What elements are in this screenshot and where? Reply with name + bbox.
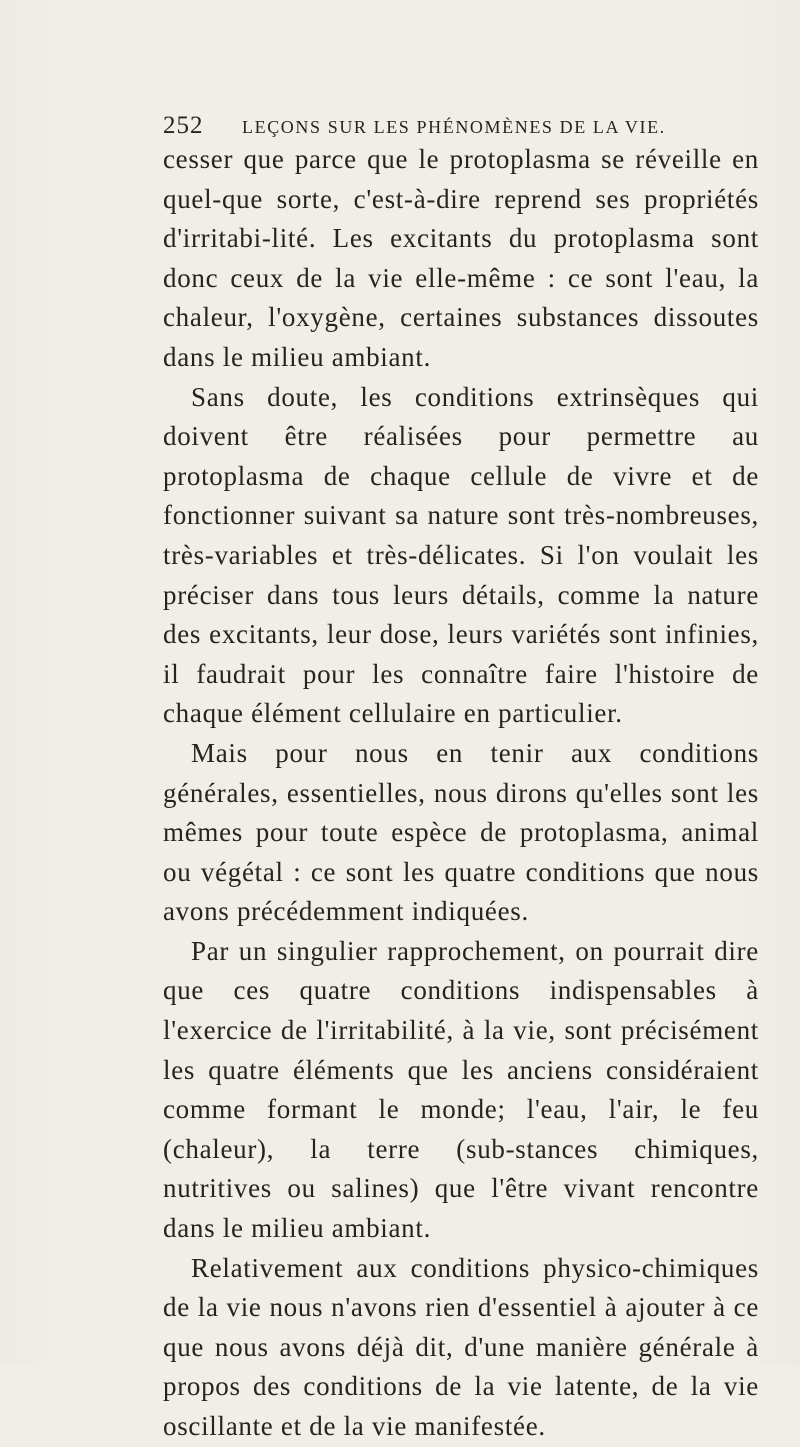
- paragraph-physico-chimiques: Relativement aux conditions physico-chimiques de la vie nous n'avons rien d'essentiel à ajouter à ce que nous avons déjà dit, d'une manière générale à propos des conditions de la vie latente, de la vie oscillante et de la vie manifestée.: [163, 1252, 759, 1441]
- page-number: 252: [163, 112, 204, 139]
- paragraph-conditions-extrinseques: Sans doute, les conditions extrinsèques qui doivent être réalisées pour permettre au protoplasma de chaque cellule de vivre et de fonctionner suivant sa nature sont très-nombreuses, très-variables et très-délicates. Si l'on voulait les préciser dans tous leurs détails, comme la nature des excitants, leur dose, leurs variétés sont infinies, il faudrait pour les connaître faire l'histoire de chaque élément cellulaire en particulier.: [163, 381, 759, 729]
- paragraph-continuation: cesser que parce que le protoplasma se réveille en quel-que sorte, c'est-à-dire reprend ses propriétés d'irritabi-lité. Les excitants du protoplasma sont donc ceux de la vie elle-même : ce sont l'eau, la chaleur, l'oxygène, certaines substances dissoutes dans le milieu ambiant.: [163, 144, 759, 372]
- paragraph-quatre-elements: Par un singulier rapprochement, on pourrait dire que ces quatre conditions indispensables à l'exercice de l'irritabilité, à la vie, sont précisément les quatre éléments que les anciens considéraient comme formant le monde; l'eau, l'air, le feu (chaleur), la terre (sub-stances chimiques, nutritives ou salines) que l'être vivant rencontre dans le milieu ambiant.: [163, 935, 759, 1244]
- paragraph-conditions-generales: Mais pour nous en tenir aux conditions générales, essentielles, nous dirons qu'elles sont les mêmes pour toute espèce de protoplasma, animal ou végétal : ce sont les quatre conditions que nous avons précédemment indiquées.: [163, 737, 759, 927]
- body-text: [163, 140, 759, 1441]
- running-header: [163, 112, 666, 140]
- running-title: LEÇONS SUR LES PHÉNOMÈNES DE LA VIE.: [242, 117, 666, 137]
